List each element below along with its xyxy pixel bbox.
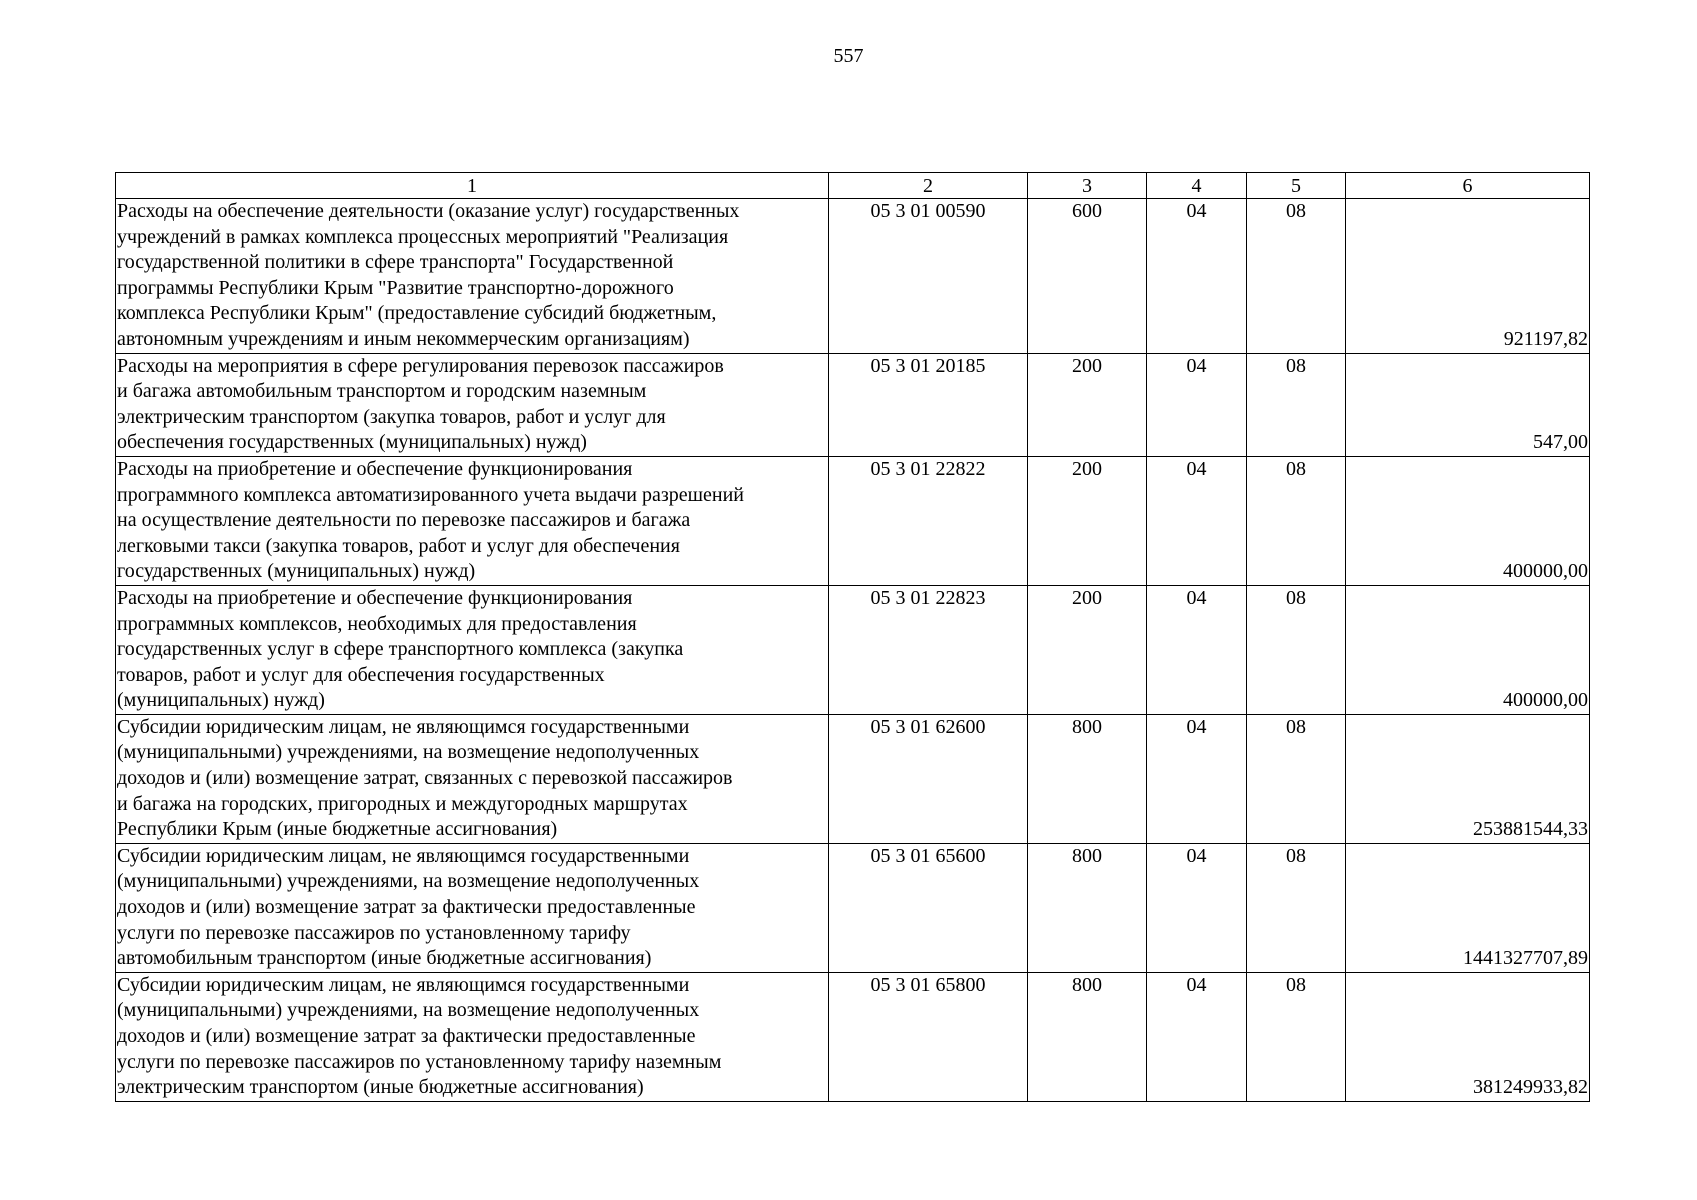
table-row xyxy=(116,714,1590,843)
column-header-type: 3 xyxy=(1028,173,1147,199)
row-description: Субсидии юридическим лицам, не являющимся государственными (муниципальными) учреждениями, на возмещение недополученных доходов и (или) возмещение затрат за фактически предоставленные услуги по перевозке пассажиров по установленному тарифу наземным электрическим транспортом (иные бюджетные ассигнования) xyxy=(116,972,829,1101)
row-subsection: 08 xyxy=(1247,199,1346,354)
row-expense-type: 800 xyxy=(1028,972,1147,1101)
row-amount: 400000,00 xyxy=(1346,585,1590,714)
row-expense-type: 800 xyxy=(1028,843,1147,972)
row-expense-type: 200 xyxy=(1028,353,1147,456)
row-section: 04 xyxy=(1147,843,1247,972)
page-number: 557 xyxy=(833,45,864,67)
table-row xyxy=(116,972,1590,1101)
row-section: 04 xyxy=(1147,714,1247,843)
table-row xyxy=(116,585,1590,714)
row-expense-type: 800 xyxy=(1028,714,1147,843)
row-expense-type: 600 xyxy=(1028,199,1147,354)
row-code: 05 3 01 20185 xyxy=(829,353,1028,456)
row-expense-type: 200 xyxy=(1028,585,1147,714)
row-section: 04 xyxy=(1147,585,1247,714)
row-expense-type: 200 xyxy=(1028,456,1147,585)
row-description: Расходы на приобретение и обеспечение функционирования программного комплекса автоматизированного учета выдачи разрешений на осуществление деятельности по перевозке пассажиров и багажа легковыми такси (закупка товаров, работ и услуг для обеспечения государственных (муниципальных) нужд) xyxy=(116,456,829,585)
row-amount: 1441327707,89 xyxy=(1346,843,1590,972)
row-description: Субсидии юридическим лицам, не являющимся государственными (муниципальными) учреждениями, на возмещение недополученных доходов и (или) возмещение затрат, связанных с перевозкой пассажиров и багажа на городских, пригородных и междугородных маршрутах Республики Крым (иные бюджетные ассигнования) xyxy=(116,714,829,843)
column-header-subsection: 5 xyxy=(1247,173,1346,199)
row-amount: 381249933,82 xyxy=(1346,972,1590,1101)
column-header-section: 4 xyxy=(1147,173,1247,199)
row-section: 04 xyxy=(1147,456,1247,585)
row-section: 04 xyxy=(1147,972,1247,1101)
column-header-amount: 6 xyxy=(1346,173,1590,199)
row-subsection: 08 xyxy=(1247,456,1346,585)
row-amount: 400000,00 xyxy=(1346,456,1590,585)
row-section: 04 xyxy=(1147,199,1247,354)
row-subsection: 08 xyxy=(1247,585,1346,714)
table-row xyxy=(116,199,1590,354)
table-row xyxy=(116,843,1590,972)
row-description: Расходы на мероприятия в сфере регулирования перевозок пассажиров и багажа автомобильным транспортом и городским наземным электрическим транспортом (закупка товаров, работ и услуг для обеспечения государственных (муниципальных) нужд) xyxy=(116,353,829,456)
row-code: 05 3 01 22822 xyxy=(829,456,1028,585)
row-description: Субсидии юридическим лицам, не являющимся государственными (муниципальными) учреждениями, на возмещение недополученных доходов и (или) возмещение затрат за фактически предоставленные услуги по перевозке пассажиров по установленному тарифу автомобильным транспортом (иные бюджетные ассигнования) xyxy=(116,843,829,972)
column-header-description: 1 xyxy=(116,173,829,199)
row-description: Расходы на обеспечение деятельности (оказание услуг) государственных учреждений в рамках комплекса процессных мероприятий "Реализация государственной политики в сфере транспорта" Государственной программы Республики Крым "Развитие транспортно-дорожного комплекса Республики Крым" (предоставление субсидий бюджетным, автономным учреждениям и иным некоммерческим организациям) xyxy=(116,199,829,354)
row-code: 05 3 01 65600 xyxy=(829,843,1028,972)
table-header-row xyxy=(116,173,1590,199)
row-amount: 921197,82 xyxy=(1346,199,1590,354)
row-subsection: 08 xyxy=(1247,972,1346,1101)
row-amount: 253881544,33 xyxy=(1346,714,1590,843)
row-subsection: 08 xyxy=(1247,843,1346,972)
budget-table xyxy=(115,172,1590,1102)
row-subsection: 08 xyxy=(1247,353,1346,456)
row-section: 04 xyxy=(1147,353,1247,456)
row-amount: 547,00 xyxy=(1346,353,1590,456)
row-code: 05 3 01 00590 xyxy=(829,199,1028,354)
row-description: Расходы на приобретение и обеспечение функционирования программных комплексов, необходимых для предоставления государственных услуг в сфере транспортного комплекса (закупка товаров, работ и услуг для обеспечения государственных (муниципальных) нужд) xyxy=(116,585,829,714)
table-row xyxy=(116,353,1590,456)
row-subsection: 08 xyxy=(1247,714,1346,843)
row-code: 05 3 01 65800 xyxy=(829,972,1028,1101)
row-code: 05 3 01 22823 xyxy=(829,585,1028,714)
row-code: 05 3 01 62600 xyxy=(829,714,1028,843)
column-header-code: 2 xyxy=(829,173,1028,199)
table-row xyxy=(116,456,1590,585)
